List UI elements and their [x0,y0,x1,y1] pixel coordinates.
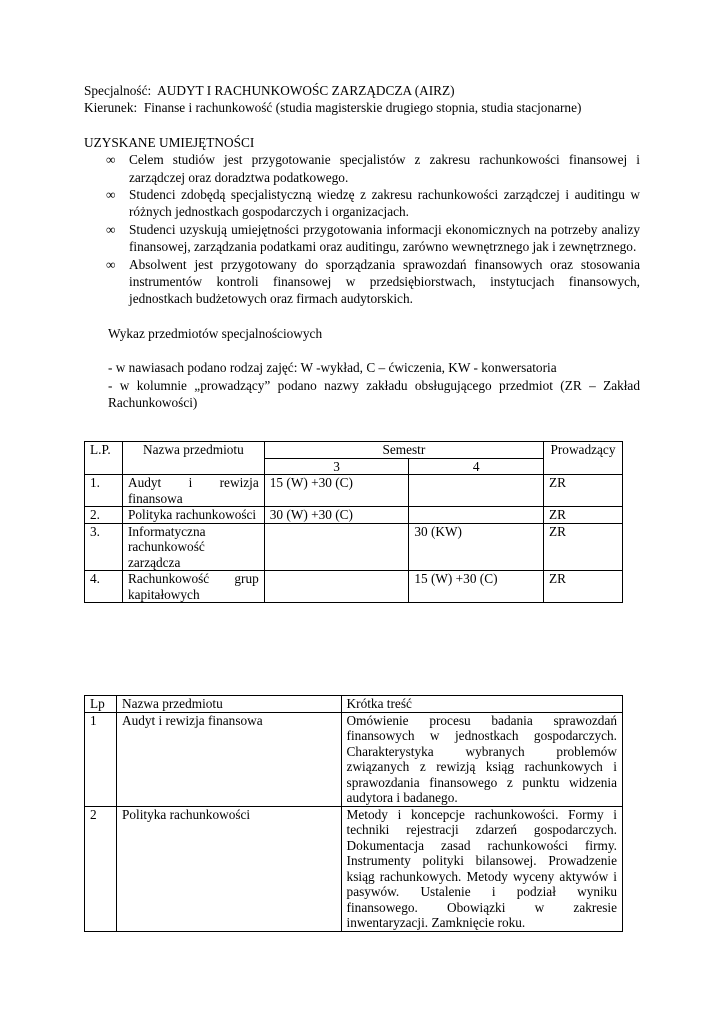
direction-label: Kierunek: [84,100,138,116]
header-lp: Lp [85,696,117,713]
row-semester-4: 30 (KW) [409,523,544,571]
row-lecturer: ZR [543,507,622,524]
header-lp: L.P. [85,442,123,475]
row-subject-name: Informatyczna rachunkowość zarządcza [122,523,264,571]
note-2: - w kolumnie „prowadzący” podano nazwy zakładu obsługującego przedmiot (ZR – Zakład Rachunkowości) [108,377,640,411]
skill-text: Absolwent jest przygotowany do sporządzania sprawozdań finansowych oraz stosowania instrumentów kontroli finansowej w przedsiębiorstwach, instytucjach finansowych, jednostkach budżetowych oraz firmach audytorskich. [129,256,640,307]
row-lecturer: ZR [543,571,622,603]
skill-item [84,221,640,256]
subjects-schedule-table [84,441,623,603]
row-lp: 4. [85,571,123,603]
row-lp: 2. [85,507,123,524]
note-1: - w nawiasach podano rodzaj zajęć: W -wykład, C – ćwiczenia, KW - konwersatoria [108,360,557,376]
infinity-bullet-icon: ∞ [106,187,116,203]
table-row [85,806,623,931]
table-row [85,507,623,524]
infinity-bullet-icon: ∞ [106,256,116,272]
skill-text: Studenci uzyskują umiejętności przygotowania informacji ekonomicznych na potrzeby analizy finansowej, zarządzania podatkami oraz auditingu, zarówno wewnętrznego jak i zewnętrznego. [129,221,640,255]
specialty-value: AUDYT I RACHUNKOWOŚC ZARZĄDCZA (AIRZ) [157,83,455,98]
row-semester-3 [264,523,409,571]
row-semester-3: 15 (W) +30 (C) [264,475,409,507]
header-semester: Semestr [264,442,543,459]
row-lp: 1 [85,712,117,806]
row-lp: 2 [85,806,117,931]
header-semester-4: 4 [409,458,544,475]
header-lecturer: Prowadzący [543,442,622,475]
skill-text: Celem studiów jest przygotowanie specjalistów z zakresu rachunkowości finansowej i zarządczej oraz doradztwa podatkowego. [129,152,640,185]
row-semester-4: 15 (W) +30 (C) [409,571,544,603]
header-subject-name: Nazwa przedmiotu [122,442,264,475]
row-short-content: Metody i koncepcje rachunkowości. Formy i techniki rejestracji zdarzeń gospodarczych. Dokumentacja zasad rachunkowości firmy. Instrumenty polityki bilansowej. Prowadzenie ksiąg rachunkowych. Metody wyceny aktywów i pasywów. Ustalenie i podział wyniku finansowego. Obowiązki w zakresie inwentaryzacji. Zamknięcie roku. [341,806,622,931]
row-semester-3 [264,571,409,603]
row-subject-name: Polityka rachunkowości [122,507,264,524]
direction-line [84,99,640,116]
row-lecturer: ZR [543,475,622,507]
skills-list [84,151,640,308]
skill-item [84,256,640,308]
header-semester-3: 3 [264,458,409,475]
skill-text: Studenci zdobędą specjalistyczną wiedzę z zakresu rachunkowości zarządczej i auditingu w różnych jednostkach gospodarczych i organizacjach. [129,187,640,220]
row-subject-name: Audyt i rewizja finansowa [122,475,264,507]
skill-item [84,151,640,186]
specialty-label: Specjalność: [84,83,152,98]
header-short-content: Krótka treść [341,696,622,713]
table-row [85,523,623,571]
row-semester-4 [409,475,544,507]
table-row [85,571,623,603]
infinity-bullet-icon: ∞ [106,152,116,168]
row-semester-3: 30 (W) +30 (C) [264,507,409,524]
infinity-bullet-icon: ∞ [106,221,116,237]
table-row [85,712,623,806]
direction-value: Finanse i rachunkowość (studia magisterskie drugiego stopnia, studia stacjonarne) [143,100,582,116]
row-lp: 1. [85,475,123,507]
row-subject-name: Polityka rachunkowości [116,806,341,931]
subjects-description-table [84,695,623,932]
specialty-line [84,82,640,99]
header-subject-name: Nazwa przedmiotu [116,696,341,713]
skill-item [84,186,640,221]
row-semester-4 [409,507,544,524]
document-page [84,82,640,412]
row-subject-name: Rachunkowość grup kapitałowych [122,571,264,603]
subjects-intro: Wykaz przedmiotów specjalnościowych [108,325,323,341]
row-lecturer: ZR [543,523,622,571]
skills-title: UZYSKANE UMIEJĘTNOŚCI [84,134,255,150]
row-lp: 3. [85,523,123,571]
row-short-content: Omówienie procesu badania sprawozdań finansowych w jednostkach gospodarczych. Charakterystyka wybranych problemów związanych z rewizją ksiąg rachunkowych i sprawozdania finansowego z punktu widzenia audytora i badanego. [341,712,622,806]
table-row [85,475,623,507]
row-subject-name: Audyt i rewizja finansowa [116,712,341,806]
